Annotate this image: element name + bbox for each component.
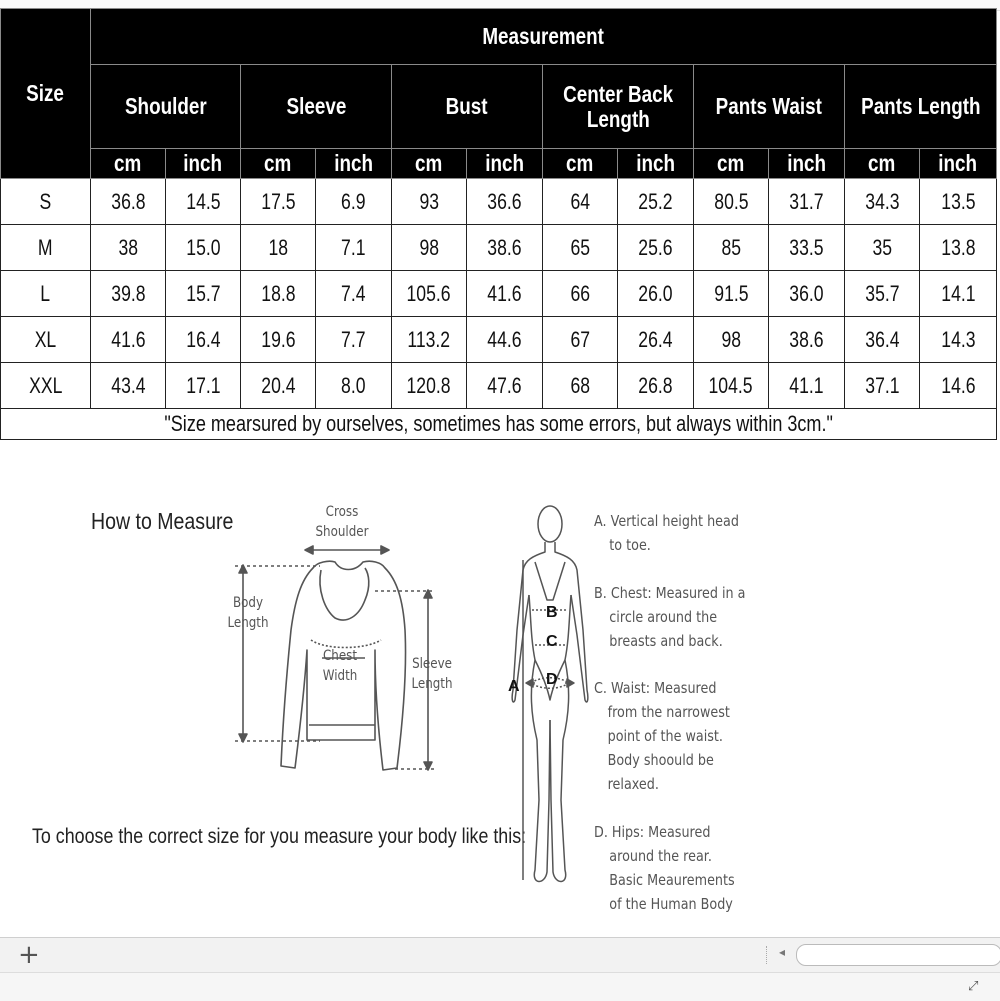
table-cell: 105.6 bbox=[392, 271, 467, 317]
table-cell: 113.2 bbox=[392, 317, 467, 363]
table-cell: 13.5 bbox=[920, 179, 997, 225]
table-cell: 104.5 bbox=[694, 363, 769, 409]
cross-shoulder-label: Cross Shoulder bbox=[315, 504, 369, 540]
table-cell: 64 bbox=[543, 179, 618, 225]
table-cell: 26.8 bbox=[618, 363, 694, 409]
column-header-center-back-length: Center Back Length bbox=[543, 65, 694, 149]
body-letter-b: B bbox=[546, 604, 558, 621]
table-cell: 41.6 bbox=[91, 317, 166, 363]
body-length-label: Body Length bbox=[227, 595, 269, 631]
table-cell: 36.6 bbox=[467, 179, 543, 225]
unit-header: inch bbox=[467, 149, 543, 179]
table-cell: 34.3 bbox=[845, 179, 920, 225]
unit-header: cm bbox=[543, 149, 618, 179]
resize-icon[interactable]: ⤢ bbox=[968, 979, 979, 994]
table-row bbox=[1, 225, 997, 271]
table-row bbox=[1, 317, 997, 363]
table-cell: 41.6 bbox=[467, 271, 543, 317]
table-cell: 44.6 bbox=[467, 317, 543, 363]
sleeve-length-label: Sleeve Length bbox=[411, 656, 453, 692]
table-row bbox=[1, 271, 997, 317]
table-cell: 17.5 bbox=[241, 179, 316, 225]
table-cell: 7.7 bbox=[316, 317, 392, 363]
table-cell: 15.7 bbox=[166, 271, 241, 317]
table-cell: 8.0 bbox=[316, 363, 392, 409]
table-cell: 25.2 bbox=[618, 179, 694, 225]
table-cell: 7.1 bbox=[316, 225, 392, 271]
table-cell: 13.8 bbox=[920, 225, 997, 271]
table-cell: 14.5 bbox=[166, 179, 241, 225]
scroll-left-icon[interactable]: ◂ bbox=[779, 945, 786, 959]
table-cell: 38.6 bbox=[467, 225, 543, 271]
instruction-text: To choose the correct size for you measure your body like this: bbox=[32, 825, 527, 848]
table-cell: 98 bbox=[694, 317, 769, 363]
body-letter-d: D bbox=[546, 671, 558, 688]
table-cell: 26.4 bbox=[618, 317, 694, 363]
size-cell: S bbox=[1, 179, 91, 225]
table-cell: 18.8 bbox=[241, 271, 316, 317]
table-cell: 91.5 bbox=[694, 271, 769, 317]
caption-a: A. Vertical height head to toe. bbox=[594, 512, 739, 554]
size-cell: L bbox=[1, 271, 91, 317]
table-cell: 65 bbox=[543, 225, 618, 271]
column-header-pants-waist: Pants Waist bbox=[694, 65, 845, 149]
size-cell: XL bbox=[1, 317, 91, 363]
garment-diagram bbox=[225, 500, 485, 790]
unit-header: cm bbox=[845, 149, 920, 179]
table-cell: 38.6 bbox=[769, 317, 845, 363]
size-cell: XXL bbox=[1, 363, 91, 409]
table-cell: 36.0 bbox=[769, 271, 845, 317]
table-cell: 26.0 bbox=[618, 271, 694, 317]
unit-header: inch bbox=[316, 149, 392, 179]
table-cell: 66 bbox=[543, 271, 618, 317]
size-cell: M bbox=[1, 225, 91, 271]
unit-row bbox=[1, 149, 997, 179]
table-cell: 37.1 bbox=[845, 363, 920, 409]
table-cell: 35.7 bbox=[845, 271, 920, 317]
table-cell: 93 bbox=[392, 179, 467, 225]
table-cell: 25.6 bbox=[618, 225, 694, 271]
table-row bbox=[1, 363, 997, 409]
table-cell: 6.9 bbox=[316, 179, 392, 225]
table-cell: 68 bbox=[543, 363, 618, 409]
chest-width-label: Chest Width bbox=[322, 648, 358, 684]
table-cell: 39.8 bbox=[91, 271, 166, 317]
tab-splitter[interactable] bbox=[766, 946, 769, 964]
caption-d: D. Hips: Measured around the rear. Basic Meaurements of the Human Body bbox=[594, 823, 735, 913]
table-cell: 67 bbox=[543, 317, 618, 363]
table-cell: 47.6 bbox=[467, 363, 543, 409]
caption-c: C. Waist: Measured from the narrowest point of the waist. Body shoould be relaxed. bbox=[594, 679, 730, 793]
measurement-header: Measurement bbox=[91, 9, 997, 65]
table-cell: 15.0 bbox=[166, 225, 241, 271]
table-cell: 35 bbox=[845, 225, 920, 271]
table-cell: 14.1 bbox=[920, 271, 997, 317]
table-cell: 7.4 bbox=[316, 271, 392, 317]
unit-header: cm bbox=[694, 149, 769, 179]
table-cell: 16.4 bbox=[166, 317, 241, 363]
unit-header: cm bbox=[241, 149, 316, 179]
table-row bbox=[1, 179, 997, 225]
table-cell: 120.8 bbox=[392, 363, 467, 409]
size-note: "Size mearsured by ourselves, sometimes has some errors, but always within 3cm." bbox=[1, 409, 997, 440]
sheet-tab-bar bbox=[0, 937, 1000, 972]
size-chart-table bbox=[0, 8, 997, 440]
table-cell: 98 bbox=[392, 225, 467, 271]
table-cell: 31.7 bbox=[769, 179, 845, 225]
horizontal-scrollbar[interactable] bbox=[796, 944, 1000, 966]
table-cell: 38 bbox=[91, 225, 166, 271]
table-cell: 36.4 bbox=[845, 317, 920, 363]
body-letter-a: A bbox=[508, 678, 520, 695]
column-header-bust: Bust bbox=[392, 65, 543, 149]
body-letter-c: C bbox=[546, 633, 558, 650]
column-header-shoulder: Shoulder bbox=[91, 65, 241, 149]
table-cell: 20.4 bbox=[241, 363, 316, 409]
table-cell: 36.8 bbox=[91, 179, 166, 225]
unit-header: inch bbox=[920, 149, 997, 179]
add-sheet-button[interactable]: + bbox=[18, 940, 40, 970]
how-to-measure-title: How to Measure bbox=[91, 508, 234, 534]
body-figure-diagram bbox=[505, 500, 595, 895]
table-cell: 19.6 bbox=[241, 317, 316, 363]
unit-header: inch bbox=[769, 149, 845, 179]
table-cell: 41.1 bbox=[769, 363, 845, 409]
unit-header: cm bbox=[392, 149, 467, 179]
column-header-sleeve: Sleeve bbox=[241, 65, 392, 149]
column-header-pants-length: Pants Length bbox=[845, 65, 997, 149]
table-cell: 33.5 bbox=[769, 225, 845, 271]
size-header: Size bbox=[1, 9, 91, 179]
table-cell: 85 bbox=[694, 225, 769, 271]
caption-b: B. Chest: Measured in a circle around the breasts and back. bbox=[594, 584, 746, 650]
status-bar bbox=[0, 972, 1000, 1001]
table-cell: 80.5 bbox=[694, 179, 769, 225]
table-cell: 17.1 bbox=[166, 363, 241, 409]
table-cell: 43.4 bbox=[91, 363, 166, 409]
unit-header: cm bbox=[91, 149, 166, 179]
unit-header: inch bbox=[166, 149, 241, 179]
table-cell: 14.3 bbox=[920, 317, 997, 363]
table-cell: 18 bbox=[241, 225, 316, 271]
unit-header: inch bbox=[618, 149, 694, 179]
table-cell: 14.6 bbox=[920, 363, 997, 409]
